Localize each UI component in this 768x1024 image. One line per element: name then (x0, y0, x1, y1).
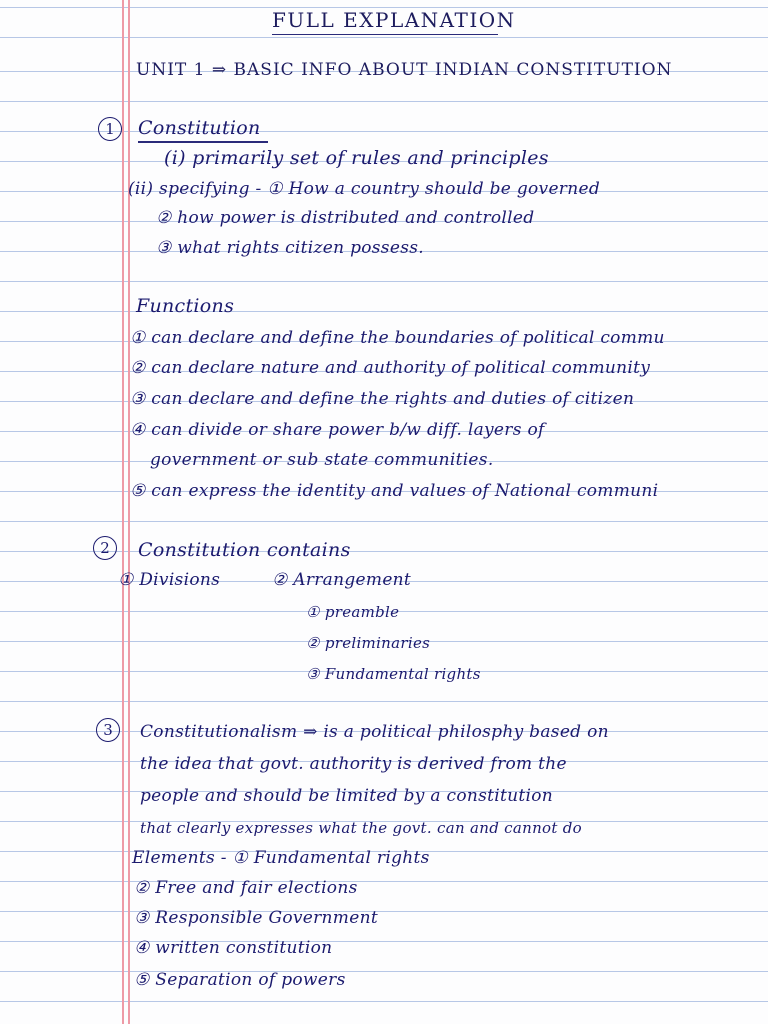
section1-line-4: ③ what rights citizen possess. (156, 238, 424, 258)
section1-heading-underline (138, 141, 268, 143)
section1-heading: Constitution (138, 117, 261, 139)
section3-line-3: people and should be limited by a constitution (140, 786, 554, 806)
element-item-3: ③ Responsible Government (134, 908, 378, 928)
arrangement-item-1: ① preamble (306, 603, 400, 621)
element-item-5: ⑤ Separation of powers (134, 970, 346, 990)
function-item-2: ② can declare nature and authority of political community (130, 358, 651, 378)
section-number-3: 3 (96, 718, 120, 742)
page-title: FULL EXPLANATION (272, 8, 516, 32)
section2-divisions: ① Divisions (118, 570, 221, 590)
section1-line-2: (ii) specifying - ① How a country should be governed (128, 179, 601, 199)
function-item-5: ⑤ can express the identity and values of National communi (130, 481, 659, 501)
section2-heading: Constitution contains (138, 539, 351, 561)
element-item-2: ② Free and fair elections (134, 878, 358, 898)
function-item-1: ① can declare and define the boundaries of political commu (130, 328, 665, 348)
section3-line-2: the idea that govt. authority is derived from the (140, 754, 567, 774)
section3-line-1: Constitutionalism ⇒ is a political philosphy based on (140, 722, 609, 742)
title-underline (272, 34, 498, 35)
margin-line-left (122, 0, 124, 1024)
section-number-1: 1 (98, 117, 122, 141)
function-item-4-cont: government or sub state communities. (150, 450, 494, 470)
arrangement-item-3: ③ Fundamental rights (306, 665, 481, 683)
functions-heading: Functions (136, 295, 235, 317)
section2-arrangement: ② Arrangement (272, 570, 412, 590)
element-item-4: ④ written constitution (134, 938, 333, 958)
section-number-2: 2 (93, 536, 117, 560)
margin-line-right (128, 0, 130, 1024)
arrangement-item-2: ② preliminaries (306, 634, 431, 652)
section3-line-4: that clearly expresses what the govt. can and cannot do (140, 819, 582, 837)
section1-line-3: ② how power is distributed and controlled (156, 208, 535, 228)
elements-heading: Elements - ① Fundamental rights (132, 848, 430, 868)
function-item-3: ③ can declare and define the rights and duties of citizen (130, 389, 635, 409)
function-item-4: ④ can divide or share power b/w diff. layers of (130, 420, 545, 440)
unit-heading: UNIT 1 ⇒ BASIC INFO ABOUT INDIAN CONSTITUTION (136, 60, 673, 80)
section1-line-1: (i) primarily set of rules and principles (164, 147, 549, 169)
